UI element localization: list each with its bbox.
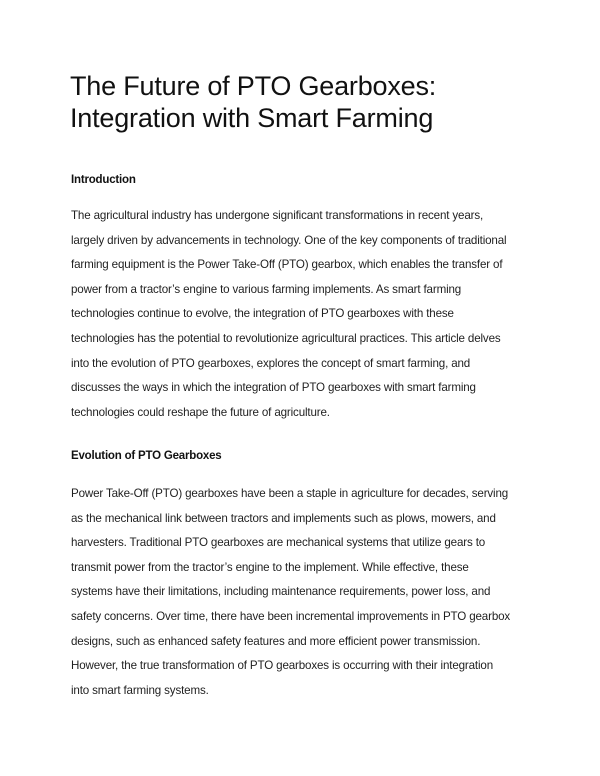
paragraph-introduction xyxy=(71,204,506,425)
text-line: transmit power from the tractor’s engine to the implement. While effective, these xyxy=(71,560,469,574)
text-line: into smart farming systems. xyxy=(71,683,209,697)
text-line: farming equipment is the Power Take-Off (PTO) gearbox, which enables the transfer of xyxy=(71,258,503,272)
text-line: safety concerns. Over time, there have been incremental improvements in PTO gearbox xyxy=(71,609,511,623)
text-line: discusses the ways in which the integration of PTO gearboxes with smart farming xyxy=(71,381,476,395)
text-line: into the evolution of PTO gearboxes, explores the concept of smart farming, and xyxy=(71,356,471,370)
section-heading-evolution: Evolution of PTO Gearboxes xyxy=(71,450,222,462)
title-line-1: The Future of PTO Gearboxes: xyxy=(70,71,437,101)
text-line: largely driven by advancements in technology. One of the key components of traditional xyxy=(71,233,507,247)
text-line: systems have their limitations, including maintenance requirements, power loss, and xyxy=(71,585,491,599)
text-line: However, the true transformation of PTO gearboxes is occurring with their integration xyxy=(71,659,494,673)
text-line: technologies continue to evolve, the integration of PTO gearboxes with these xyxy=(71,307,454,321)
text-line: harvesters. Traditional PTO gearboxes are mechanical systems that utilize gears to xyxy=(71,536,486,550)
paragraph-evolution xyxy=(71,482,510,703)
text-line: designs, such as enhanced safety features and more efficient power transmission. xyxy=(71,634,481,648)
section-heading-introduction: Introduction xyxy=(71,174,136,186)
text-line: The agricultural industry has undergone significant transformations in recent years, xyxy=(71,209,484,222)
title-line-2: Integration with Smart Farming xyxy=(70,103,434,133)
text-line: technologies could reshape the future of agriculture. xyxy=(71,405,330,419)
text-line: technologies has the potential to revolutionize agricultural practices. This article delves xyxy=(71,331,501,345)
text-line: Power Take-Off (PTO) gearboxes have been a staple in agriculture for decades, serving xyxy=(71,487,509,500)
page-title xyxy=(70,70,436,134)
text-line: power from a tractor’s engine to various farming implements. As smart farming xyxy=(71,282,462,296)
text-line: as the mechanical link between tractors and implements such as plows, mowers, and xyxy=(71,511,496,525)
